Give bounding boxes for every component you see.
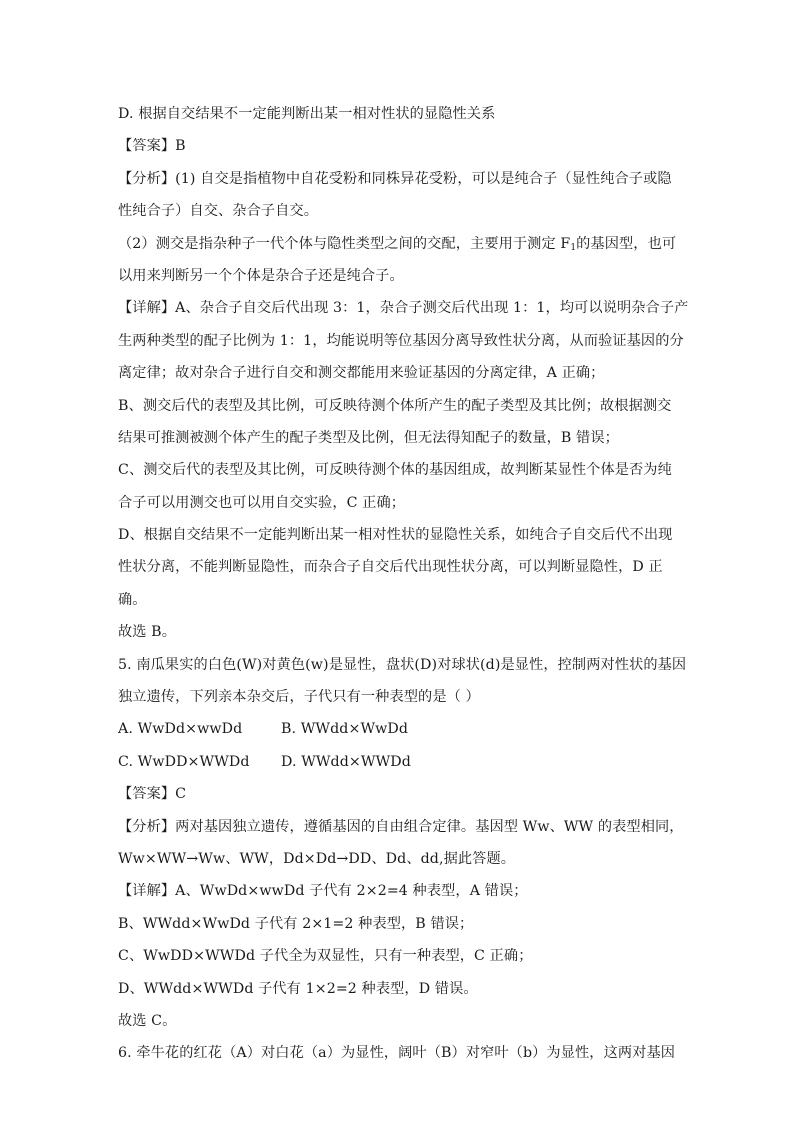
conclusion-line: 故选 C。 (118, 1012, 177, 1029)
question-5-options-row (118, 713, 678, 745)
explanation-line: D、WWdd×WWDd 子代有 1×2=2 种表型，D 错误。 (118, 980, 478, 997)
question-6-stem: 6. 牵牛花的红花（A）对白花（a）为显性，阔叶（B）对窄叶（b）为显性，这两对基因 (118, 1045, 676, 1062)
explanation-line: C、测交后代的表型及其比例，可反映待测个体的基因组成，故判断某显性个体是否为纯 (118, 462, 672, 479)
option-d-text: D. 根据自交结果不一定能判断出某一相对性状的显隐性关系 (118, 106, 496, 122)
analysis-line: 性纯合子）自交、杂合子自交。 (118, 203, 319, 220)
analysis-line: （2）测交是指杂种子一代个体与隐性类型之间的交配，主要用于测定 $F_1$的基因型，也可 (118, 235, 677, 253)
explanation-line: 合子可以用测交也可以用自交实验，C 正确； (118, 494, 406, 511)
explanation-line: C、WwDD×WWDd 子代全为双显性，只有一种表型，C 正确； (118, 948, 533, 965)
answer-label: 【答案】B (118, 138, 186, 155)
explanation-line: 结果可推测被测个体产生的配子类型及比例，但无法得知配子的数量，B 错误； (118, 429, 619, 446)
option-d: D. WWdd×WWDd (281, 753, 411, 770)
explanation-line: 【详解】A、WwDd×wwDd 子代有 2×2=4 种表型，A 错误； (118, 883, 528, 900)
conclusion-line: 故选 B。 (118, 624, 176, 641)
explanation-line: 离定律；故对杂合子进行自交和测交都能用来验证基因的分离定律，A 正确； (118, 365, 605, 382)
option-b: B. WWdd×WwDd (281, 721, 409, 738)
analysis-line: 以用来判断另一个个体是杂合子还是纯合子。 (118, 267, 404, 284)
answer-label: 【答案】C (118, 786, 187, 803)
question-5-options-row (118, 746, 678, 778)
analysis-line: Ww×WW→Ww、WW，Dd×Dd→DD、Dd、dd,据此答题。 (118, 850, 516, 867)
question-5-stem: 独立遗传，下列亲本杂交后，子代只有一种表型的是（ ） (118, 689, 480, 706)
explanation-line: 性状分离，不能判断显隐性，而杂合子自交后代出现性状分离，可以判断显隐性，D 正 (118, 559, 663, 576)
explanation-line: 【详解】A、杂合子自交后代出现 3：1，杂合子测交后代出现 1：1，均可以说明杂合子产 (118, 300, 689, 317)
explanation-line: 生两种类型的配子比例为 1：1，均能说明等位基因分离导致性状分离，从而验证基因的分 (118, 332, 684, 349)
document-body (118, 98, 689, 1070)
option-a: A. WwDd×wwDd (118, 721, 243, 738)
subscript: 1 (570, 242, 577, 253)
explanation-line: B、测交后代的表型及其比例，可反映待测个体所产生的配子类型及其比例；故根据测交 (118, 397, 672, 414)
explanation-line: B、WWdd×WwDd 子代有 2×1=2 种表型，B 错误； (118, 915, 474, 932)
explanation-line: D、根据自交结果不一定能判断出某一相对性状的显隐性关系，如纯合子自交后代不出现 (118, 527, 673, 544)
option-c: C. WwDD×WWDd (118, 753, 250, 770)
question-5-stem: 5. 南瓜果实的白色(W)对黄色(w)是显性，盘状(D)对球状(d)是显性，控制两对性状的基因 (118, 656, 687, 673)
explanation-line: 确。 (118, 591, 147, 608)
analysis-line: 【分析】两对基因独立遗传，遵循基因的自由组合定律。基因型 Ww、WW 的表型相同， (118, 818, 684, 835)
analysis-line: 【分析】(1) 自交是指植物中自花受粉和同株异花受粉，可以是纯合子（显性纯合子或隐 (118, 170, 672, 187)
